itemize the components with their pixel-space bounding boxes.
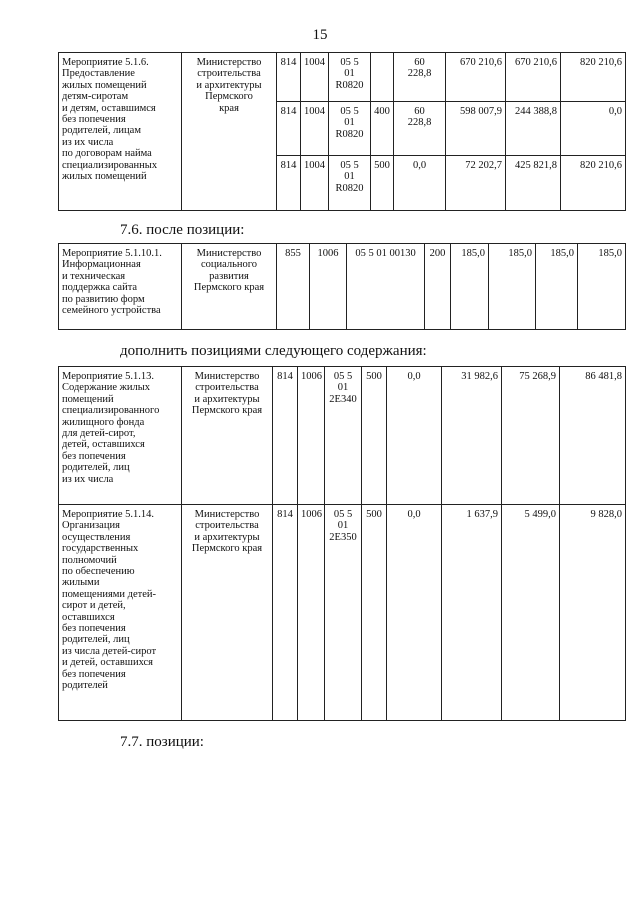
value-3: 244 388,8 — [506, 102, 561, 156]
expense-type: 500 — [371, 156, 394, 211]
expense-type — [371, 53, 394, 102]
heading-add-positions: дополнить позициями следующего содержания: — [120, 343, 427, 359]
heading-7-6: 7.6. после позиции: — [120, 222, 245, 238]
section-code: 1004 — [301, 102, 329, 156]
measure-name: Мероприятие 5.1.13. Содержание жилых помещений специализированного жилищного фонда для детей-сирот, детей, оставшихся без попечения родителей, лиц из их числа — [59, 367, 182, 505]
value-1: 0,0 — [387, 367, 442, 505]
value-4: 820 210,6 — [561, 53, 626, 102]
section-code: 1006 — [298, 505, 325, 721]
value-1: 185,0 — [451, 244, 489, 330]
section-code: 1006 — [298, 367, 325, 505]
value-1: 60 228,8 — [394, 102, 446, 156]
responsible-org: Министерство строительства и архитектуры Пермского края — [182, 367, 273, 505]
table-row — [59, 367, 626, 505]
target-article: 05 5 01 00130 — [347, 244, 425, 330]
value-4: 185,0 — [578, 244, 626, 330]
value-1: 0,0 — [394, 156, 446, 211]
value-3: 670 210,6 — [506, 53, 561, 102]
table-measure-5-1-6 — [58, 52, 626, 211]
grbs-code: 814 — [277, 53, 301, 102]
target-article: 05 5 01 R0820 — [329, 53, 371, 102]
responsible-org: Министерство строительства и архитектуры Пермского края — [182, 505, 273, 721]
table-row — [59, 53, 626, 102]
value-1: 0,0 — [387, 505, 442, 721]
value-2: 598 007,9 — [446, 102, 506, 156]
expense-type: 500 — [362, 505, 387, 721]
value-3: 5 499,0 — [502, 505, 560, 721]
table-row — [59, 244, 626, 330]
value-3: 75 268,9 — [502, 367, 560, 505]
target-article: 05 5 01 R0820 — [329, 102, 371, 156]
measure-name: Мероприятие 5.1.10.1. Информационная и техническая поддержка сайта по развитию форм семейного устройства — [59, 244, 182, 330]
section-code: 1004 — [301, 156, 329, 211]
target-article: 05 5 01 2Е340 — [325, 367, 362, 505]
value-2: 72 202,7 — [446, 156, 506, 211]
value-3: 425 821,8 — [506, 156, 561, 211]
value-4: 0,0 — [561, 102, 626, 156]
target-article: 05 5 01 R0820 — [329, 156, 371, 211]
measure-name: Мероприятие 5.1.6. Предоставление жилых помещений детям-сиротам и детям, оставшимся без попечения родителей, лицам из их числа по договорам найма специализированных жилых помещений — [59, 53, 182, 211]
section-code: 1006 — [310, 244, 347, 330]
responsible-org: Министерство строительства и архитектуры Пермского края — [182, 53, 277, 211]
target-article: 05 5 01 2Е350 — [325, 505, 362, 721]
value-4: 820 210,6 — [561, 156, 626, 211]
table-measure-5-1-10-1 — [58, 243, 626, 330]
section-code: 1004 — [301, 53, 329, 102]
value-2: 670 210,6 — [446, 53, 506, 102]
value-4: 86 481,8 — [560, 367, 626, 505]
value-2: 31 982,6 — [442, 367, 502, 505]
value-3: 185,0 — [536, 244, 578, 330]
expense-type: 200 — [425, 244, 451, 330]
expense-type: 500 — [362, 367, 387, 505]
measure-name: Мероприятие 5.1.14. Организация осуществления государственных полномочий по обеспечению жилыми помещениями детей- сирот и детей, оставшихся без попечения родителей, лиц из числа детей-сирот и детей, оставшихся без попечения родителей — [59, 505, 182, 721]
responsible-org: Министерство социального развития Пермского края — [182, 244, 277, 330]
table-row — [59, 505, 626, 721]
value-2: 185,0 — [489, 244, 536, 330]
table-new-positions — [58, 366, 626, 721]
value-2: 1 637,9 — [442, 505, 502, 721]
value-4: 9 828,0 — [560, 505, 626, 721]
grbs-code: 814 — [277, 156, 301, 211]
grbs-code: 814 — [273, 367, 298, 505]
value-1: 60 228,8 — [394, 53, 446, 102]
heading-7-7: 7.7. позиции: — [120, 734, 204, 750]
page-number: 15 — [312, 27, 328, 43]
grbs-code: 814 — [277, 102, 301, 156]
grbs-code: 855 — [277, 244, 310, 330]
expense-type: 400 — [371, 102, 394, 156]
grbs-code: 814 — [273, 505, 298, 721]
